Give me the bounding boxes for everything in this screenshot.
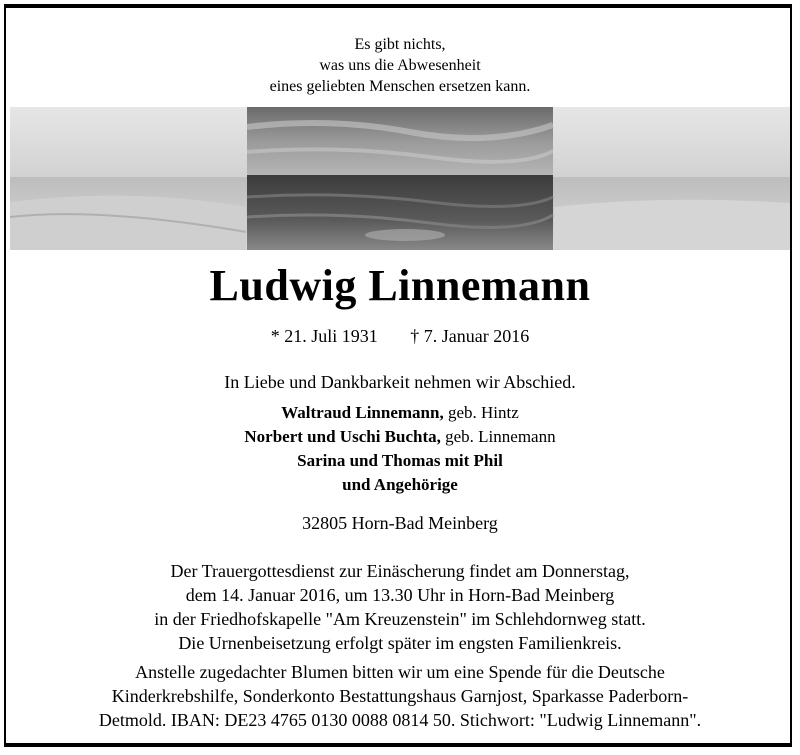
deceased-name: Ludwig Linnemann [209, 261, 591, 310]
birth-date: * 21. Juli 1931 [270, 326, 378, 346]
service-line: dem 14. Januar 2016, um 13.30 Uhr in Horn-Bad Meinberg [185, 585, 615, 605]
motto-line: Es gibt nichts, [354, 36, 446, 53]
motto-line: eines geliebten Menschen ersetzen kann. [269, 78, 531, 95]
seascape-photo [10, 107, 790, 250]
service-line: Der Trauergottesdienst zur Einäscherung findet am Donnerstag, [170, 561, 630, 581]
service-info [0, 559, 800, 655]
family-member [0, 473, 800, 497]
family-member-name: Norbert und Uschi Buchta, [244, 427, 441, 446]
donation-info [0, 660, 800, 732]
town: 32805 Horn-Bad Meinberg [302, 513, 498, 533]
donation-line: Kinderkrebshilfe, Sonderkonto Bestattungshaus Garnjost, Sparkasse Paderborn- [111, 686, 689, 706]
family-member-note: geb. Linnemann [440, 427, 556, 446]
seascape-image [10, 107, 790, 250]
family-member [0, 425, 800, 449]
service-line: in der Friedhofskapelle "Am Kreuzenstein" im Schlehdornweg statt. [154, 609, 646, 629]
family-member-note: geb. Hintz [443, 403, 519, 422]
farewell-text: In Liebe und Dankbarkeit nehmen wir Abschied. [224, 372, 576, 392]
donation-line: Anstelle zugedachter Blumen bitten wir um eine Spende für die Deutsche [135, 662, 665, 682]
death-date: † 7. Januar 2016 [410, 326, 530, 346]
family-list [0, 401, 800, 497]
donation-line: Detmold. IBAN: DE23 4765 0130 0088 0814 50. Stichwort: "Ludwig Linnemann". [98, 710, 702, 730]
service-line: Die Urnenbeisetzung erfolgt später im engsten Familienkreis. [178, 633, 622, 653]
family-member-name: und Angehörige [342, 475, 458, 494]
motto-line: was uns die Abwesenheit [319, 57, 481, 74]
life-dates [0, 325, 800, 347]
motto [0, 34, 800, 97]
family-member [0, 401, 800, 425]
family-member-name: Sarina und Thomas mit Phil [297, 451, 503, 470]
family-member [0, 449, 800, 473]
family-member-name: Waltraud Linnemann, [281, 403, 444, 422]
